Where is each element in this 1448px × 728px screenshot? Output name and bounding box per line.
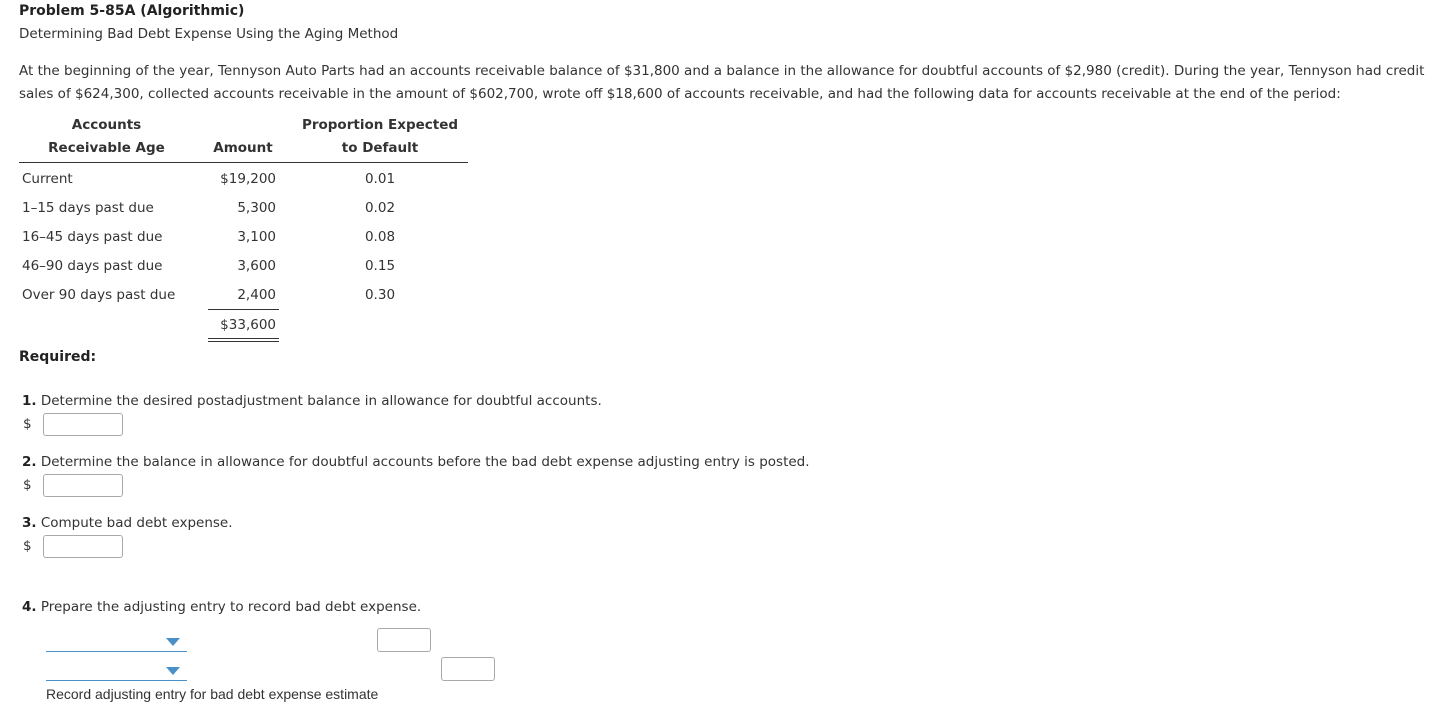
journal-entry-description: Record adjusting entry for bad debt expense estimate <box>46 686 379 702</box>
row-amount: 2,400 <box>237 287 276 303</box>
q2-currency-sign: $ <box>23 477 32 493</box>
row-age: 16–45 days past due <box>22 229 163 245</box>
credit-account-select[interactable] <box>46 660 187 681</box>
q1-answer-input[interactable] <box>43 413 123 436</box>
row-amount: 5,300 <box>237 200 276 216</box>
row-amount: $19,200 <box>220 171 276 187</box>
row-age: Over 90 days past due <box>22 287 176 303</box>
header-age-line2: Receivable Age <box>48 140 165 156</box>
question-3 <box>22 515 233 531</box>
question-3-text: Compute bad debt expense. <box>40 515 233 531</box>
header-age-line1: Accounts <box>71 117 142 133</box>
table-header-rule <box>19 162 468 163</box>
required-heading: Required: <box>19 349 97 365</box>
question-4-text: Prepare the adjusting entry to record bad debt expense. <box>40 599 422 615</box>
row-proportion: 0.30 <box>364 287 396 303</box>
question-2 <box>22 454 810 470</box>
total-double-rule-top <box>208 338 279 339</box>
question-2-number: 2. <box>22 454 37 470</box>
row-age: 1–15 days past due <box>22 200 154 216</box>
question-4-number: 4. <box>22 599 37 615</box>
q1-currency-sign: $ <box>23 416 32 432</box>
row-age: 46–90 days past due <box>22 258 163 274</box>
row-amount: 3,600 <box>237 258 276 274</box>
header-proportion-line2: to Default <box>341 140 419 156</box>
header-amount: Amount <box>213 140 273 156</box>
question-2-text: Determine the balance in allowance for doubtful accounts before the bad debt expense adjusting entry is posted. <box>40 454 810 470</box>
problem-description: At the beginning of the year, Tennyson Auto Parts had an accounts receivable balance of $31,800 and a balance in the allowance for doubtful accounts of $2,980 (credit). During the year, Tennyson had credit sales of $624,300, collected accounts receivable in the amount of $602,700, wrote off $18,600 of accounts receivable, and had the following data for accounts receivable at the end of the period: <box>19 63 1425 102</box>
chevron-down-icon <box>166 667 180 675</box>
question-4 <box>22 599 421 615</box>
table-total: $33,600 <box>220 317 276 333</box>
total-double-rule-bottom <box>208 341 279 342</box>
question-1 <box>22 393 602 409</box>
row-proportion: 0.08 <box>364 229 396 245</box>
problem-subtitle: Determining Bad Debt Expense Using the Aging Method <box>19 26 399 42</box>
q3-answer-input[interactable] <box>43 535 123 558</box>
debit-amount-input[interactable] <box>377 628 431 652</box>
question-1-number: 1. <box>22 393 37 409</box>
row-proportion: 0.15 <box>364 258 396 274</box>
row-proportion: 0.01 <box>364 171 396 187</box>
q3-currency-sign: $ <box>23 538 32 554</box>
subtotal-rule <box>208 309 279 310</box>
row-proportion: 0.02 <box>364 200 396 216</box>
problem-title: Problem 5-85A (Algorithmic) <box>19 3 245 19</box>
row-amount: 3,100 <box>237 229 276 245</box>
header-proportion-line1: Proportion Expected <box>301 117 459 133</box>
question-1-text: Determine the desired postadjustment balance in allowance for doubtful accounts. <box>40 393 602 409</box>
row-age: Current <box>22 171 73 187</box>
credit-amount-input[interactable] <box>441 657 495 681</box>
q2-answer-input[interactable] <box>43 474 123 497</box>
question-3-number: 3. <box>22 515 37 531</box>
chevron-down-icon <box>166 638 180 646</box>
debit-account-select[interactable] <box>46 631 187 652</box>
